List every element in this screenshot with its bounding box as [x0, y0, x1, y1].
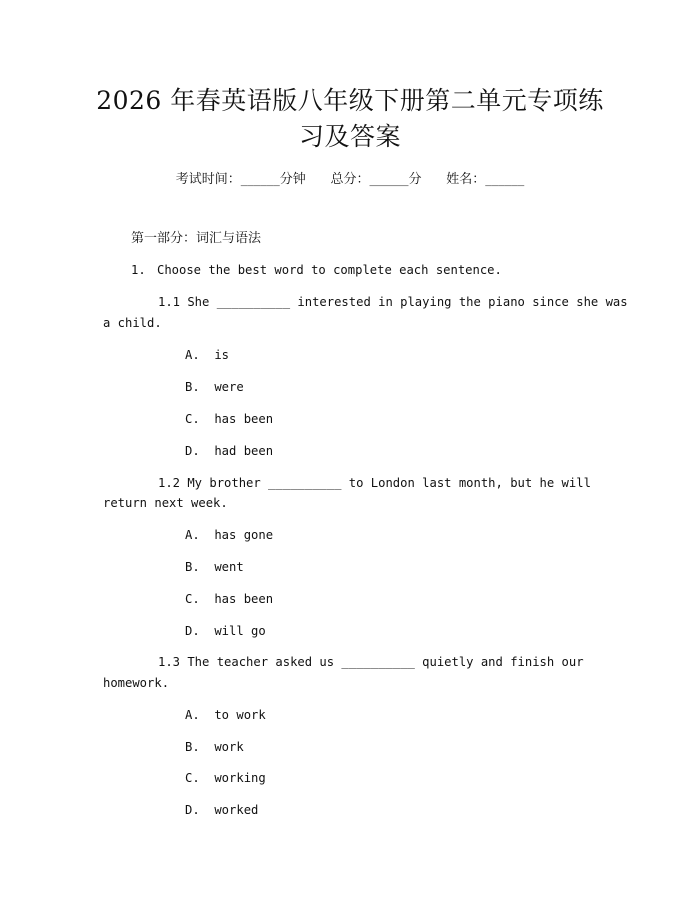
item-1-2-option-b: B. went: [185, 560, 244, 574]
item-1-3-option-a: A. to work: [185, 708, 266, 722]
item-1-3-option-d: D. worked: [185, 803, 259, 817]
exam-info-line: 考试时间：______分钟 总分：______分 姓名：______: [175, 172, 525, 187]
item-1-3-option-b: B. work: [185, 740, 244, 754]
item-1-2-stem-line-1: 1.2 My brother __________ to London last month, but he will: [158, 476, 591, 490]
item-1-1-option-d: D. had been: [185, 444, 274, 458]
item-1-2-stem-line-2: return next week.: [103, 496, 228, 510]
item-1-3-stem-line-2: homework.: [103, 676, 170, 690]
item-1-2-option-d: D. will go: [185, 624, 266, 638]
item-1-1-stem-line-2: a child.: [103, 316, 162, 330]
section-heading: 第一部分：词汇与语法: [131, 231, 262, 246]
document-title-line-2: 习及答案: [298, 122, 401, 151]
item-1-1-option-b: B. were: [185, 380, 244, 394]
item-1-2-option-a: A. has gone: [185, 528, 274, 542]
item-1-1-option-a: A. is: [185, 348, 230, 362]
item-1-1-stem-line-1: 1.1 She __________ interested in playing the piano since she was: [158, 295, 628, 309]
question-number: 1.: [131, 263, 146, 277]
question-instruction: Choose the best word to complete each sentence.: [157, 263, 502, 277]
item-1-2-option-c: C. has been: [185, 592, 274, 606]
document-title-line-1: 2026 年春英语版八年级下册第二单元专项练: [96, 86, 604, 115]
item-1-3-option-c: C. working: [185, 771, 266, 785]
item-1-3-stem-line-1: 1.3 The teacher asked us __________ quietly and finish our: [158, 655, 584, 669]
item-1-1-option-c: C. has been: [185, 412, 274, 426]
